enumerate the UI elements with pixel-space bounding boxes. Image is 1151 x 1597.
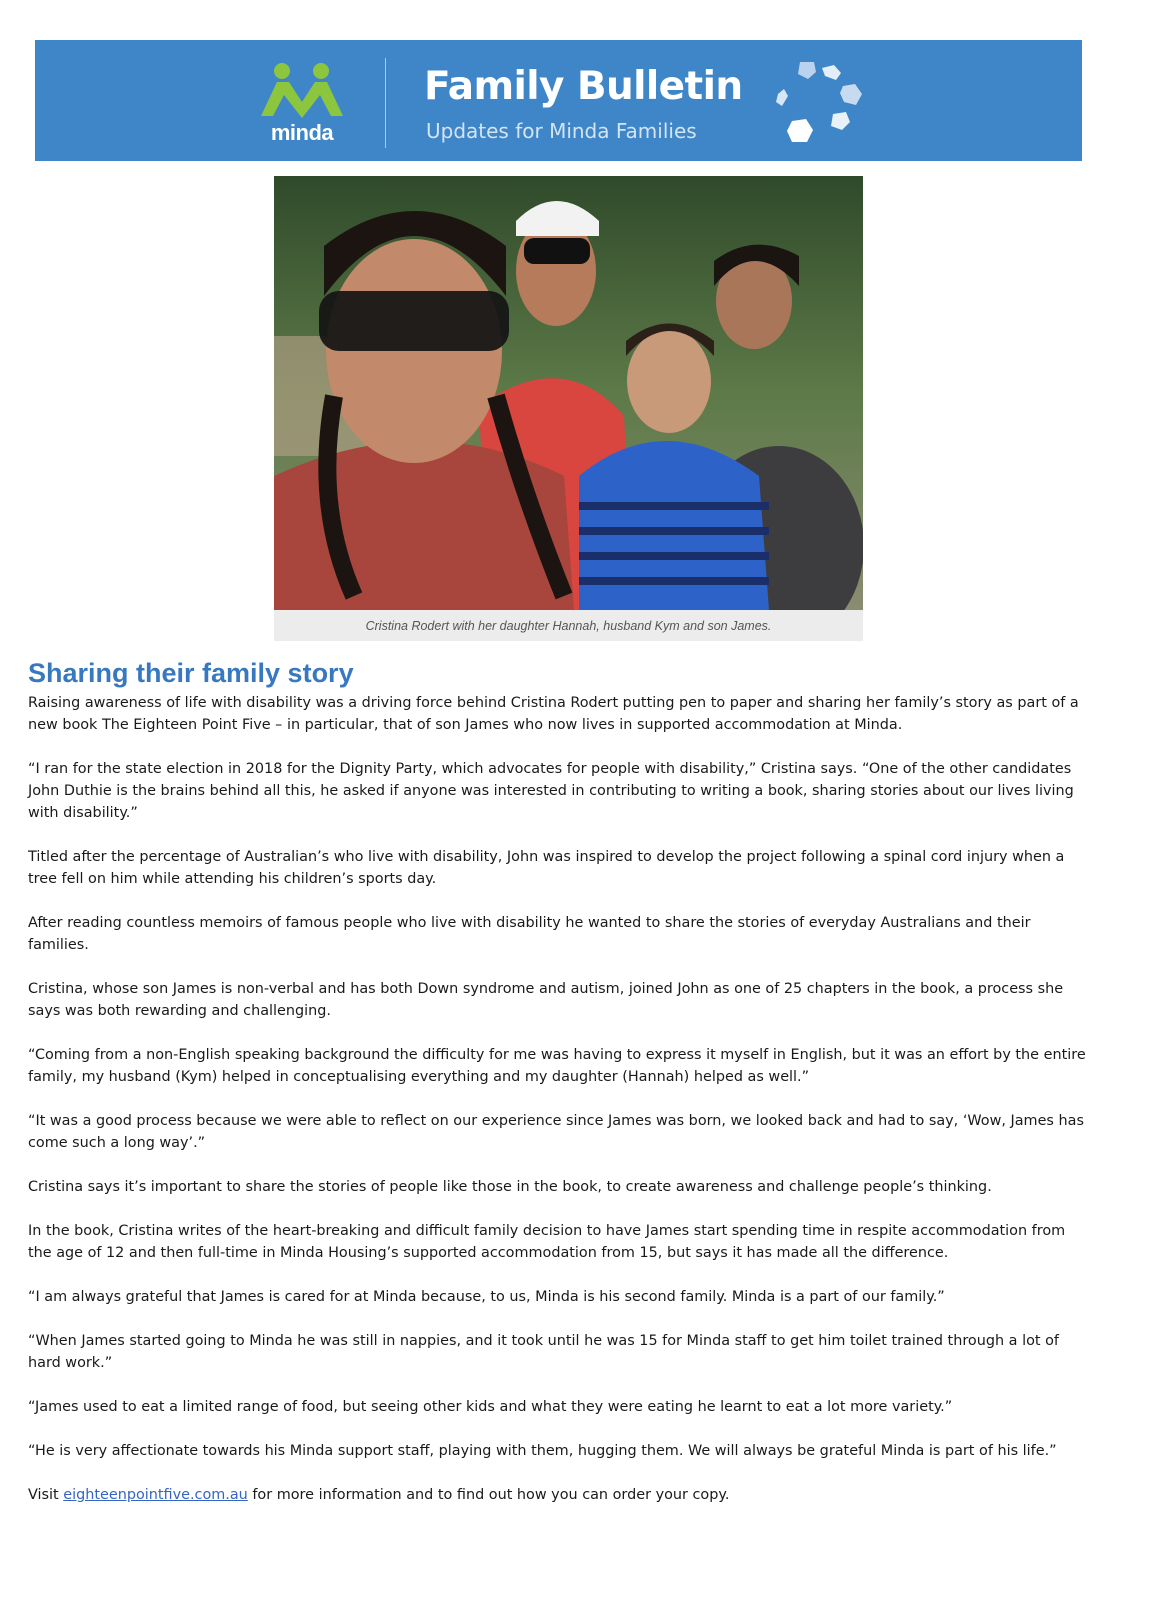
article-paragraph: Cristina says it’s important to share the stories of people like those in the book, to create awareness and challenge people’s thinking. — [28, 1179, 992, 1195]
article-paragraph: “When James started going to Minda he was still in nappies, and it took until he was 15 for Minda staff to get him toilet trained through a lot of hard work.” — [28, 1333, 1059, 1371]
article-paragraph: After reading countless memoirs of famous people who live with disability he wanted to share the stories of everyday Australians and their families. — [28, 915, 1031, 953]
hexagon-cluster-icon — [770, 58, 865, 148]
minda-logo — [257, 62, 347, 144]
article-paragraph: Cristina, whose son James is non-verbal and has both Down syndrome and autism, joined John as one of 25 chapters in the book, a process she says was both rewarding and challenging. — [28, 981, 1064, 1019]
family-photo-frame — [274, 176, 863, 641]
header-banner — [35, 40, 1082, 161]
minda-figures-icon — [257, 62, 347, 122]
article-paragraph: “He is very affectionate towards his Minda support staff, playing with them, hugging them. We will always be grateful Minda is part of his life.” — [28, 1443, 1057, 1459]
article-paragraph: “Coming from a non-English speaking background the difficulty for me was having to express it myself in English, but it was an effort by the entire family, my husband (Kym) helped in conceptualising everything and my daughter (Hannah) helped as well.” — [28, 1047, 1086, 1085]
article-paragraph: “I ran for the state election in 2018 for the Dignity Party, which advocates for people with disability,” Cristina says. “One of the other candidates John Duthie is the brains behind all this, he asked if anyone was interested in contributing to writing a book, sharing stories about our lives living with disability.” — [28, 761, 1074, 821]
bulletin-subtitle: Updates for Minda Families — [426, 119, 697, 143]
header-divider — [385, 58, 386, 148]
family-photo — [274, 176, 863, 610]
article-paragraph: “It was a good process because we were able to reflect on our experience since James was born, we looked back and had to say, ‘Wow, James has come such a long way’.” — [28, 1113, 1084, 1151]
article-paragraph: “I am always grateful that James is cared for at Minda because, to us, Minda is his second family. Minda is a part of our family.” — [28, 1289, 945, 1305]
article-paragraph: “James used to eat a limited range of food, but seeing other kids and what they were eating he learnt to eat a lot more variety.” — [28, 1399, 953, 1415]
visit-paragraph — [28, 1484, 1093, 1506]
article-paragraph: Raising awareness of life with disability was a driving force behind Cristina Rodert putting pen to paper and sharing her family’s story as part of a new book The Eighteen Point Five – in particular, that of son James who now lives in supported accommodation at Minda. — [28, 695, 1079, 733]
visit-suffix: for more information and to find out how you can order your copy. — [247, 1487, 730, 1503]
article-paragraph: In the book, Cristina writes of the heart-breaking and difficult family decision to have James start spending time in respite accommodation from the age of 12 and then full-time in Minda Housing’s supported accommodation from 15, but says it has made all the difference. — [28, 1223, 1066, 1261]
article-body — [28, 692, 1093, 1528]
bulletin-title: Family Bulletin — [424, 64, 743, 109]
website-link[interactable]: eighteenpointfive.com.au — [63, 1487, 248, 1503]
article-paragraph: Titled after the percentage of Australian’s who live with disability, John was inspired to develop the project following a spinal cord injury when a tree fell on him while attending his children’s sports day. — [28, 849, 1065, 887]
photo-caption: Cristina Rodert with her daughter Hannah, husband Kym and son James. — [365, 619, 772, 633]
logo-text: minda — [270, 120, 334, 145]
visit-prefix: Visit — [28, 1487, 64, 1503]
article-heading: Sharing their family story — [28, 658, 354, 688]
